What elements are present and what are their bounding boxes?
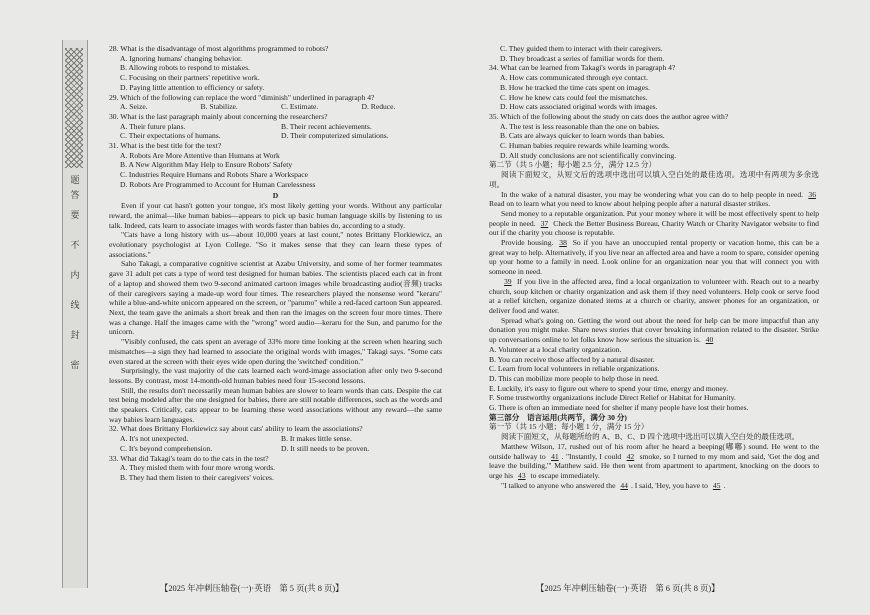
question-stem: 32. What does Brittany Florkiewicz say about cats' ability to learn the associations? bbox=[109, 424, 363, 434]
question-stem: 31. What is the best title for the text? bbox=[109, 141, 222, 151]
answer-options-row bbox=[109, 122, 442, 132]
cloze-paragraph bbox=[489, 190, 819, 209]
binding-word: 答 bbox=[70, 190, 80, 200]
page-footer: 【2025 年冲刺压轴卷(一)·英语 第 5 页(共 8 页)】 bbox=[160, 584, 344, 593]
binding-word: 线 bbox=[70, 300, 80, 310]
question-stem: 34. What can be learned from Takagi's words in paragraph 4? bbox=[489, 63, 676, 73]
answer-option: B. Cats are always quicker to learn words than babies. bbox=[500, 131, 665, 141]
cloze-paragraph bbox=[489, 277, 819, 316]
answer-option: B. It makes little sense. bbox=[281, 434, 352, 444]
cloze-option: G. There is often an immediate need for shelter if many people have lost their homes. bbox=[489, 403, 749, 413]
question-stem: 29. Which of the following can replace the word "diminish" underlined in paragraph 4? bbox=[109, 92, 375, 102]
answer-option: C. Estimate. bbox=[281, 102, 319, 112]
passage-paragraph: Still, the results don't necessarily mean human babies are slower to learn words than cats. Despite the cat test being modeled after the one designed for babies, there are still notable differences, such as the words and the speakers. Critically, cats appear to be learning these word associations without any reward—the same way babies learn languages. bbox=[109, 385, 442, 424]
answer-options-row bbox=[109, 434, 442, 444]
story-paragraph bbox=[489, 481, 819, 491]
cloze-blank: 39 bbox=[504, 276, 512, 286]
cloze-paragraph bbox=[489, 316, 819, 345]
answer-option: C. Industries Require Humans and Robots Share a Workspace bbox=[120, 170, 309, 180]
section-title: 第二节（共 5 小题；每小题 2.5 分，满分 12.5 分） bbox=[489, 160, 657, 170]
cloze-option: B. You can receive those affected by a natural disaster. bbox=[489, 354, 655, 364]
answer-option: C. Human babies require rewards while learning words. bbox=[500, 141, 670, 151]
story-text: to escape immediately. bbox=[528, 470, 600, 480]
right-column bbox=[489, 44, 819, 490]
story-text: smoke, so I turned to my mom and said, 'Get the dog and leave the building,'" Matthew said. He then went from apartment to apartment, knocking on the doors to urge his bbox=[489, 451, 819, 480]
answer-options-row bbox=[109, 131, 442, 141]
cloze-blank: 36 bbox=[808, 189, 816, 199]
binding-word: 密 bbox=[70, 360, 80, 370]
question-stem: 30. What is the last paragraph mainly about concerning the researchers? bbox=[109, 111, 328, 121]
answer-option: B. Stabilize. bbox=[200, 102, 238, 112]
part-title: 第三部分 语言运用(共两节，满分 30 分) bbox=[489, 412, 627, 422]
answer-option: D. All study conclusions are not scientifically convincing. bbox=[500, 150, 677, 160]
question-stem: 33. What did Takagi's team do to the cats in the test? bbox=[109, 453, 269, 463]
cloze-text: If you live in the affected area, find a local organization to volunteer with. Reach out to a nearby church, soup kitchen or charity organization and ask them if they need volunteers. Help cook or serve food at a relief kitchen, organize donated items at a church or charity, answer phones for an organization, or deliver food and water. bbox=[489, 276, 819, 315]
answer-options-row bbox=[109, 102, 442, 112]
cloze-option: D. This can mobilize more people to help those in need. bbox=[489, 373, 659, 383]
story-text: . bbox=[723, 480, 726, 490]
cloze-blank: 40 bbox=[705, 335, 714, 345]
answer-option: D. They broadcast a series of familiar words for them. bbox=[500, 53, 665, 63]
binding-pattern bbox=[65, 48, 83, 168]
binding-word: 内 bbox=[70, 270, 80, 280]
story-text: "I talked to anyone who answered the bbox=[501, 480, 618, 490]
answer-option: A. Their future plans. bbox=[120, 121, 186, 131]
answer-option: D. How cats associated original words with images. bbox=[500, 102, 658, 112]
answer-option: B. They had them listen to their caregivers' voices. bbox=[120, 472, 274, 482]
answer-option: A. How cats communicated through eye contact. bbox=[500, 73, 649, 83]
answer-option: A. Ignoring humans' changing behavior. bbox=[120, 53, 243, 63]
answer-option: B. Their recent achievements. bbox=[281, 121, 372, 131]
answer-option: D. Paying little attention to efficiency or safety. bbox=[120, 82, 265, 92]
binding-word: 封 bbox=[70, 330, 80, 340]
story-blank: 43 bbox=[518, 470, 526, 480]
binding-word: 题 bbox=[70, 175, 80, 185]
passage-paragraph: Even if your cat hasn't gotten your tongue, it's most likely getting your words. Without any particular reward, the animal—like human babies—appears to pick up basic human language skills by listening to us talk. Indeed, cats learn to associate images with words faster than babies do, according to a study. bbox=[109, 201, 442, 230]
answer-option: D. Reduce. bbox=[361, 102, 396, 112]
cloze-text: Read on to learn what you need to know about helping people after a natural disaster strikes. bbox=[489, 199, 771, 209]
answer-option: C. How he knew cats could feel the mismatches. bbox=[500, 92, 648, 102]
story-blank: 42 bbox=[626, 451, 635, 461]
answer-option: C. It's beyond comprehension. bbox=[120, 443, 213, 453]
cloze-blank: 38 bbox=[559, 238, 567, 248]
answer-option: A. The test is less reasonable than the one on babies. bbox=[500, 121, 660, 131]
section-instruction: 阅读下面短文，从短文后的选项中选出可以填入空白处的最佳选项。选项中有两项为多余选项。 bbox=[489, 170, 819, 189]
cloze-blank: 37 bbox=[540, 218, 549, 228]
passage-paragraph: "Visibly confused, the cats spent an average of 33% more time looking at the screen when hearing such mismatches—a sign they had learned to associate the original words with images," Takagi says. "Some cats even stared at the screen with their eyes wide open during the 'switched' condition." bbox=[109, 337, 442, 366]
question-stem: 35. Which of the following about the study on cats does the author agree with? bbox=[489, 111, 729, 121]
section-title: 第一节（共 15 小题；每小题 1 分，满分 15 分） bbox=[489, 422, 649, 432]
story-text: Matthew Wilson, 17, rushed out of his room after he heard a beeping(嘟嘟) sound. He went to the outside hallway to bbox=[489, 441, 819, 461]
story-blank: 44 bbox=[620, 480, 628, 490]
cloze-text: Spread what's going on. Getting the word out about the need for help can be more impactful than any donation you might make. Share news stories that cover breaking information related to the disaster. Strike up conversations online to let folks know how serious the situation is. bbox=[489, 315, 819, 345]
answer-option: D. Robots Are Programmed to Account for Human Carelessness bbox=[120, 179, 316, 189]
page-footer: 【2025 年冲刺压轴卷(一)·英语 第 6 页(共 8 页)】 bbox=[536, 584, 720, 593]
answer-option: B. Allowing robots to respond to mistakes. bbox=[120, 63, 250, 73]
story-text: . "Instantly, I could bbox=[561, 451, 624, 461]
story-blank: 41 bbox=[551, 451, 559, 461]
cloze-text: Provide housing. bbox=[501, 238, 557, 248]
cloze-paragraph bbox=[489, 209, 819, 238]
answer-option: C. Their expectations of humans. bbox=[120, 131, 221, 141]
answer-option: A. It's not unexpected. bbox=[120, 434, 189, 444]
cloze-text: Check the Better Business Bureau, Charity Watch or Charity Navigator website to find out if the charity you choose is reputable. bbox=[489, 218, 819, 238]
cloze-text: Send money to a reputable organization. Put your money where it will be most effectively spent to help people in need. bbox=[489, 208, 819, 228]
answer-option: B. A New Algorithm May Help to Ensure Robots' Safety bbox=[120, 160, 293, 170]
cloze-option: C. Learn from local volunteers in reliable organizations. bbox=[489, 364, 660, 374]
cloze-text: So if you have an unoccupied rental property or vacation home, this can be a great way to help. Alternatively, if you live near an affected area and have a room to spare, consider opening up your home to a family in need. Look online for an organization near you that will connect you with someone in need. bbox=[489, 238, 819, 277]
cloze-option: A. Volunteer at a local charity organization. bbox=[489, 344, 622, 354]
story-passage bbox=[489, 442, 819, 491]
passage-paragraph: Surprisingly, the vast majority of the cats learned each word-image association after only two 9-second lessons. By contrast, most 14-month-old human babies need four 15-second lessons. bbox=[109, 366, 442, 385]
answer-options-row bbox=[109, 444, 442, 454]
answer-option: A. Robots Are More Attentive than Humans at Work bbox=[120, 150, 280, 160]
story-text: . I said, 'Hey, you have to bbox=[630, 480, 710, 490]
answer-option: D. It still needs to be proven. bbox=[281, 443, 370, 453]
passage-label: D bbox=[272, 190, 279, 200]
answer-option: D. Their computerized simulations. bbox=[281, 131, 389, 141]
answer-option: C. They guided them to interact with their caregivers. bbox=[500, 44, 663, 53]
passage-paragraph: "Cats have a long history with us—about 10,000 years at last count," notes Brittany Florkiewicz, an evolutionary psychologist at Lyon College. "So it makes sense that they can learn these types of associations." bbox=[109, 230, 442, 259]
section-instruction: 阅读下面短文，从每题所给的 A、B、C、D 四个选项中选出可以填入空白处的最佳选项。 bbox=[501, 432, 800, 442]
passage-paragraph: Saho Takagi, a comparative cognitive scientist at Azabu University, and some of her former teammates gave 31 adult pet cats a type of word test designed for human babies. The scientists placed each cat in front of a laptop and showed them two 9-second animated cartoon images while broadcasting audio(音频) tracks of their caregivers saying a made-up word four times. The researchers played the nonsense word "keraru" while a blue-and-white unicorn appeared on the screen, or "parumo" while a red-faced cartoon Sun appeared. Next, the team gave the animals a short break and then ran the images on the screen four more times. There was a change. Half the images came with the "wrong" word audio—keraru for the Sun, and parumo for the unicorn. bbox=[109, 259, 442, 337]
cloze-text: In the wake of a natural disaster, you may be wondering what you can do to help people in need. bbox=[501, 189, 806, 199]
question-stem: 28. What is the disadvantage of most algorithms programmed to robots? bbox=[109, 44, 329, 53]
answer-option: B. How he tracked the time cats spent on images. bbox=[500, 82, 650, 92]
answer-option: A. Seize. bbox=[120, 102, 148, 112]
binding-word: 要 bbox=[70, 210, 80, 220]
binding-strip bbox=[62, 40, 88, 588]
story-blank: 45 bbox=[712, 480, 721, 490]
story-paragraph bbox=[489, 442, 819, 481]
binding-word: 不 bbox=[70, 240, 80, 250]
cloze-option: F. Some trustworthy organizations include Direct Relief or Habitat for Humanity. bbox=[489, 393, 736, 403]
cloze-option: E. Luckily, it's easy to figure out where to spend your time, energy and money. bbox=[489, 383, 728, 393]
left-column bbox=[109, 44, 442, 483]
answer-option: C. Focusing on their partners' repetitive work. bbox=[120, 73, 260, 83]
answer-option: A. They misled them with four more wrong words. bbox=[120, 463, 276, 473]
cloze-passage bbox=[489, 190, 819, 345]
cloze-paragraph bbox=[489, 238, 819, 277]
